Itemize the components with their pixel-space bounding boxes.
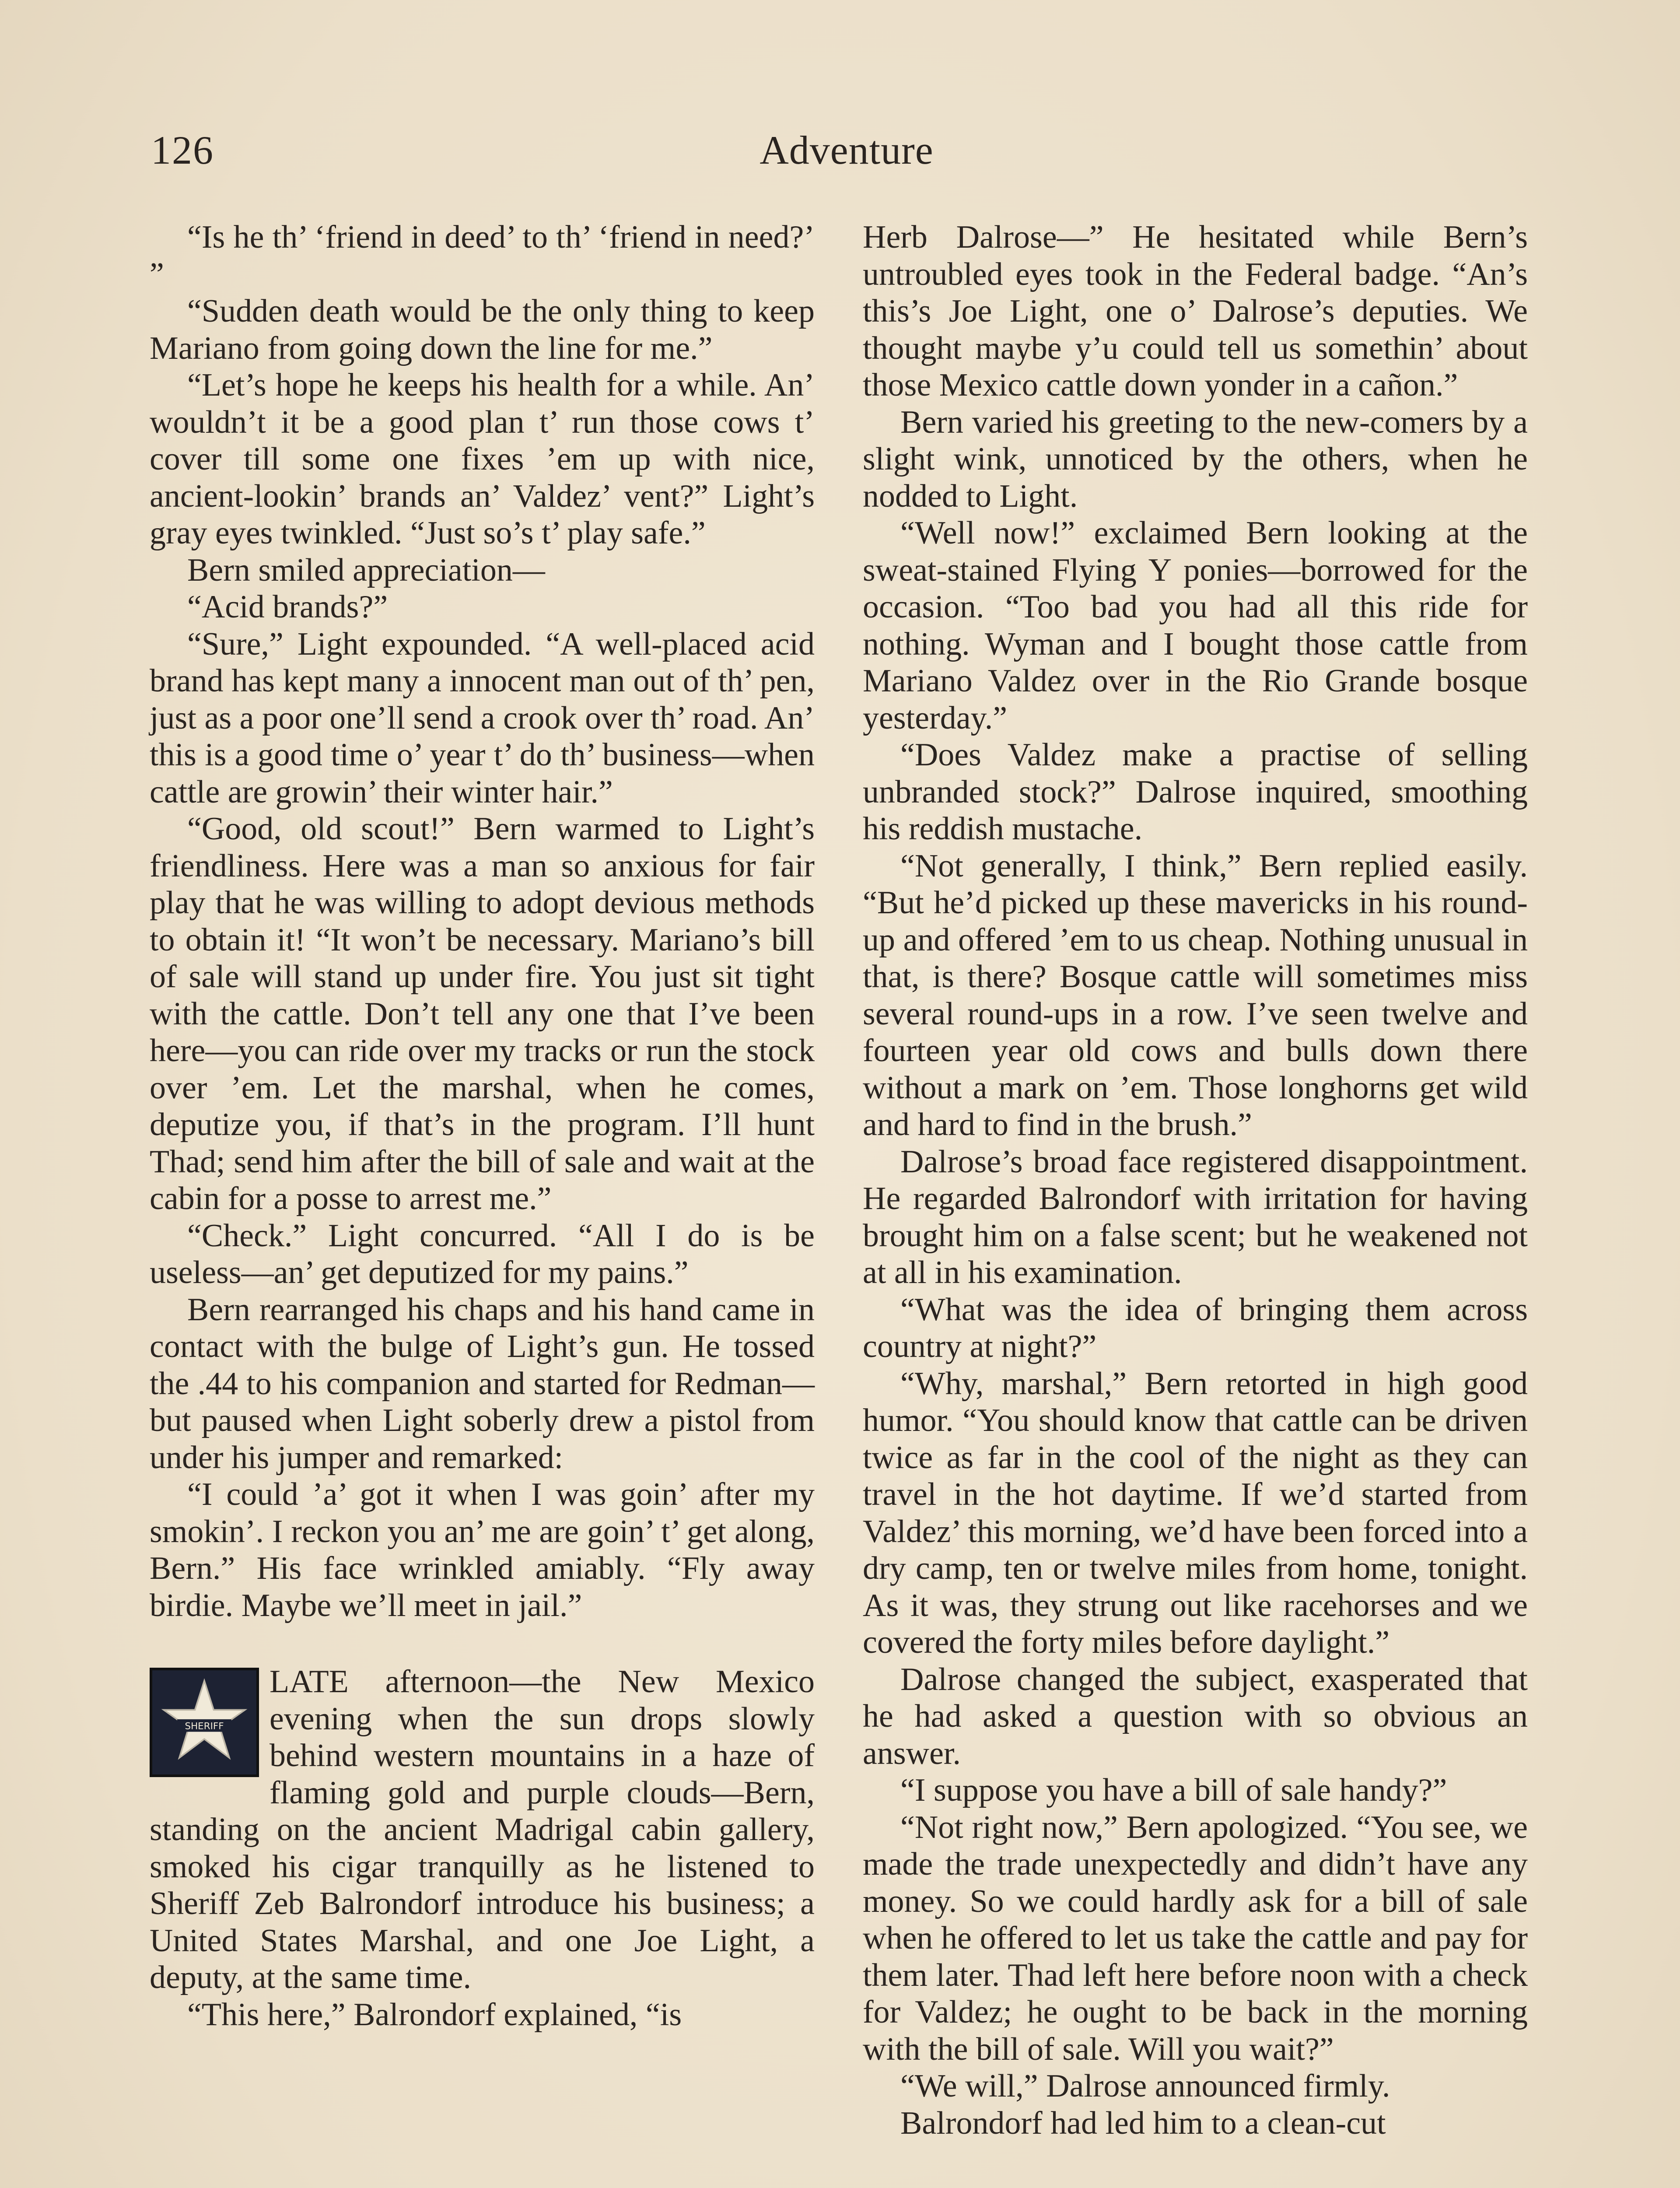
paragraph: “Does Valdez make a practise of selling unbranded stock?” Dalrose inquired, smoothing his reddish mustache. — [863, 737, 1528, 847]
paragraph: “We will,” Dalrose announced firmly. — [900, 2068, 1390, 2104]
section-opening — [150, 1663, 815, 1996]
running-title: Adventure — [760, 128, 934, 172]
sheriff-badge-icon — [150, 1668, 259, 1777]
paragraph: Bern smiled appreciation— — [187, 552, 545, 588]
paragraph: “Well now!” exclaimed Bern looking at the sweat-stained Flying Y ponies—borrowed for the occasion. “Too bad you had all this ride for nothing. Wyman and I bought those cattle from Mariano Valdez over in the Rio Grande bosque yesterday.” — [863, 515, 1528, 736]
paragraph: Bern varied his greeting to the new-comers by a slight wink, unnoticed by the others, when he nodded to Light. — [863, 404, 1528, 514]
page-number: 126 — [151, 128, 214, 172]
paragraph: “This here,” Balrondorf explained, “is — [187, 1996, 682, 2033]
paragraph: “Not right now,” Bern apologized. “You see, we made the trade unexpectedly and didn’t have any money. So we could hardly ask for a bill of sale when he offered to let us take the cattle and pay for them later. Thad left here before noon with a check for Valdez; he ought to be back in the morning with the bill of sale. Will you wait?” — [863, 1809, 1528, 2067]
paragraph: “Sure,” Light expounded. “A well-placed acid brand has kept many a innocent man out of th’ pen, just as a poor one’ll send a crook over th’ road. An’ this is a good time o’ year t’ do th’ business—when cattle are growin’ their winter hair.” — [150, 626, 815, 810]
paragraph: “Is he th’ ‘friend in deed’ to th’ ‘friend in need?’ ” — [150, 219, 815, 292]
paragraph: “I suppose you have a bill of sale handy?” — [900, 1772, 1447, 1808]
continued-paragraph: Herb Dalrose—” He hesitated while Bern’s untroubled eyes took in the Federal badge. “An’s this’s Joe Light, one o’ Dalrose’s deputies. We thought maybe y’u could tell us somethin’ about those Mexico cattle down yonder in a cañon.” — [863, 219, 1528, 403]
paragraph: “Why, marshal,” Bern retorted in high good humor. “You should know that cattle can be driven twice as far in the cool of the night as they can travel in the hot daytime. If we’d started from Valdez’ this morning, we’d have been forced into a dry camp, ten or twelve miles from home, tonight. As it was, they strung out like racehorses and we covered the forty miles before daylight.” — [863, 1365, 1528, 1660]
paragraph: “Not generally, I think,” Bern replied easily. “But he’d picked up these mavericks in his round-up and offered ’em to us cheap. Nothing unusual in that, is there? Bosque cattle will sometimes miss several round-ups in a row. I’ve seen twelve and fourteen year old cows and bulls down there without a mark on ’em. Those longhorns get wild and hard to find in the brush.” — [863, 848, 1528, 1143]
paragraph: Dalrose’s broad face registered disappointment. He regarded Balrondorf with irritation for having brought him on a false scent; but he weakened not at all in his examination. — [863, 1143, 1528, 1290]
paragraph: “Check.” Light concurred. “All I do is be useless—an’ get deputized for my pains.” — [150, 1217, 815, 1290]
page-header — [151, 127, 1542, 188]
paragraph: Balrondorf had led him to a clean-cut — [900, 2105, 1386, 2141]
paragraph: Dalrose changed the subject, exasperated that he had asked a question with so obvious an answer. — [863, 1661, 1528, 1771]
left-column — [150, 219, 815, 2033]
right-column — [863, 219, 1528, 2142]
paragraph: “Sudden death would be the only thing to keep Mariano from going down the line for me.” — [150, 293, 815, 366]
paragraph: “What was the idea of bringing them across country at night?” — [863, 1291, 1528, 1364]
paragraph: “I could ’a’ got it when I was goin’ after my smokin’. I reckon you an’ me are goin’ t’ get along, Bern.” His face wrinkled amiably. “Fly away birdie. Maybe we’ll meet in jail.” — [150, 1476, 815, 1623]
paragraph: Bern rearranged his chaps and his hand came in contact with the bulge of Light’s gun. He tossed the .44 to his companion and started for Redman—but paused when Light soberly drew a pistol from under his jumper and remarked: — [150, 1291, 815, 1476]
paragraph: “Acid brands?” — [187, 589, 388, 625]
badge-label: SHERIFF — [185, 1721, 224, 1732]
paragraph: “Good, old scout!” Bern warmed to Light’s friendliness. Here was a man so anxious for fair play that he was willing to adopt devious methods to obtain it! “It won’t be necessary. Mariano’s bill of sale will stand up under fire. You just sit tight with the cattle. Don’t tell any one that I’ve been here—you can ride over my tracks or run the stock over ’em. Let the marshal, when he comes, deputize you, if that’s in the program. I’ll hunt Thad; send him after the bill of sale and wait at the cabin for a posse to arrest me.” — [150, 811, 815, 1217]
paragraph: “Let’s hope he keeps his health for a while. An’ wouldn’t it be a good plan t’ run those cows t’ cover till some one fixes ’em up with nice, ancient-lookin’ brands an’ Valdez’ vent?” Light’s gray eyes twinkled. “Just so’s t’ play safe.” — [150, 367, 815, 551]
section-paragraph: LATE afternoon—the New Mexico evening when the sun drops slowly behind western mountains in a haze of flaming gold and purple clouds—Bern, standing on the ancient Madrigal cabin gallery, smoked his cigar tranquilly as he listened to Sheriff Zeb Balrondorf introduce his business; a United States Marshal, and one Joe Light, a deputy, at the same time. — [150, 1664, 815, 1995]
